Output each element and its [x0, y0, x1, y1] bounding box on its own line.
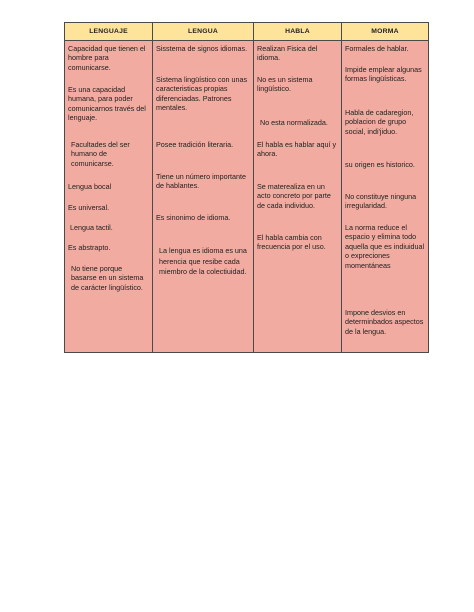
cell-item: Realizan Fisica del idioma. [257, 44, 318, 63]
cell-item: No constituye ninguna irregularidad. [345, 192, 417, 211]
cell-item: Se materealiza en un acto concreto por parte de cada individuo. [257, 182, 331, 210]
cell-item: Sistema lingüístico con unas caracteristicas propias diferenciadas. Patrones mentales. [156, 75, 248, 113]
cell-item: No esta normalizada. [260, 118, 328, 127]
cell-item: Impide emplear algunas formas lingüísticas. [345, 65, 422, 84]
header-lengua: LENGUA [153, 23, 254, 41]
cell-item: Formales de hablar. [345, 44, 409, 53]
cell-item: Es universal. [68, 203, 110, 212]
cell-item: La norma reduce el espacio y elimina todo aquella que es indiuidual o expreciones momentáneas [345, 223, 425, 270]
cell-item: Lengua bocal [68, 182, 112, 191]
header-lenguaje: LENGUAJE [65, 23, 153, 41]
cell-item: No es un sistema lingüístico. [257, 75, 313, 94]
cell-item: Impone desvios en determinbados aspectos de la lengua. [345, 308, 424, 336]
column-lengua [153, 41, 254, 352]
column-morma [342, 41, 428, 352]
cell-item: Sisstema de signos idiomas. [156, 44, 248, 53]
cell-item: su origen es historico. [345, 160, 415, 169]
cell-item: Es abstrapto. [68, 243, 111, 252]
column-habla [254, 41, 342, 352]
comparison-table [64, 22, 429, 353]
cell-item: Es sinonimo de idioma. [156, 213, 231, 222]
cell-item: El habla cambia con frecuencia por el uso. [257, 233, 326, 252]
cell-item: Tiene un número importante de hablantes. [156, 172, 247, 191]
cell-item: Habla de cadaregion, poblacion de grupo social, indi'jiduo. [345, 108, 414, 136]
cell-item: Facultades del ser humano de comunicarse. [71, 140, 130, 168]
column-lenguaje [65, 41, 153, 352]
cell-item: No tiene porque basarse en un sistema de carácter lingüístico. [71, 264, 144, 292]
header-morma: MORMA [342, 23, 428, 41]
cell-item: Posee tradición literaria. [156, 140, 234, 149]
header-habla: HABLA [254, 23, 342, 41]
cell-item: Es una capacidad humana, para poder comunicarnos través del lenguaje. [68, 85, 146, 123]
cell-item: Capacidad que tienen el hombre para comunicarse. [68, 44, 146, 72]
cell-item: La lengua es idioma es una herencia que resibe cada miembro de la colectiuidad. [159, 246, 247, 277]
cell-item: El habla es hablar aquí y ahora. [257, 140, 337, 159]
cell-item: Lengua tactil. [70, 223, 113, 232]
